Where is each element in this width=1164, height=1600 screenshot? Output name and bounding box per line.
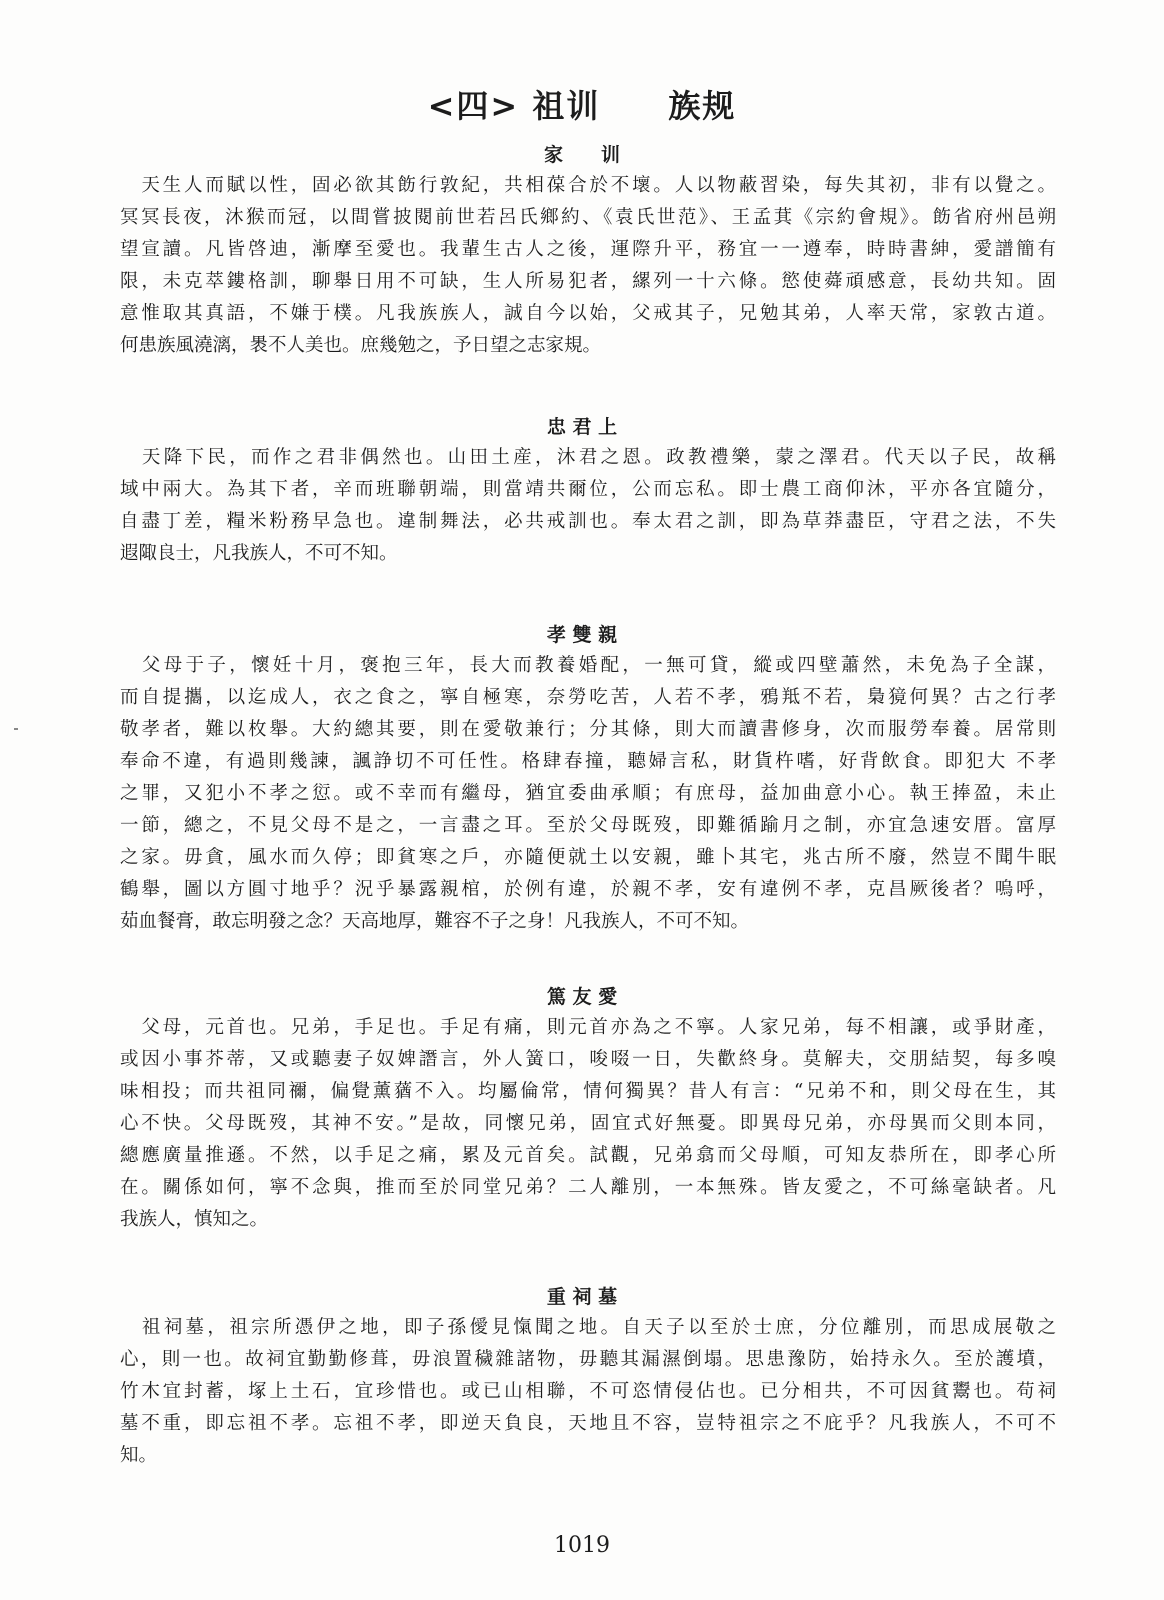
- text-line: 我族人，慎知之。: [120, 1209, 269, 1230]
- page-title: <四> 祖训 族规: [427, 87, 737, 125]
- text-line: 心，則一也。故祠宜勤勤修葺，毋浪置穢雜諸物，毋聽其漏濕倒塌。思患豫防，始持永久。至於護墳，: [120, 1349, 1056, 1370]
- text-line: 天降下民，而作之君非偶然也。山田土産，沐君之恩。政教禮樂，蒙之澤君。代天以子民，故稱: [120, 447, 1056, 468]
- section-heading-ancestral-shrines: 重 祠 墓: [546, 1286, 618, 1308]
- text-line: 限，未克萃鏤格訓，聊舉日用不可缺，生人所易犯者，縲列一十六條。慾使蕣頑感意，長幼共知。固: [120, 271, 1056, 292]
- text-line: 父母于子，懷妊十月，褒抱三年，長大而教養婚配，一無可貸，縱或四壁蕭然，未免為子全謀，: [120, 655, 1056, 676]
- section-body-brotherly-love: [120, 1012, 1056, 1236]
- text-line: 冥冥長夜，沐猴而冠，以間嘗披閱前世若呂氏鄉約、《袁氏世范》、王孟萁《宗約會規》。飭省府州邑朔: [120, 207, 1056, 228]
- text-line: 自盡丁差，糧米粉務早急也。違制舞法，必共戒訓也。奉太君之訓，即為草莽盡臣，守君之法，不失: [120, 511, 1056, 532]
- text-line: 奉命不違，有過則幾諫，諷諍切不可任性。格肆春撞，聽婦言私，財貨杵嗜，好背飲食。即犯大 不孝: [120, 751, 1056, 772]
- text-line: 意惟取其真語，不嫌于樸。凡我族族人，誠自今以始，父戒其子，兄勉其弟，人率天常，家敦古道。: [120, 303, 1056, 324]
- text-line: 父母，元首也。兄弟，手足也。手足有痛，則元首亦為之不寧。人家兄弟，每不相讓，或爭財產，: [120, 1017, 1056, 1038]
- text-line: 敬孝者，難以枚舉。大約總其要，則在愛敬兼行；分其條，則大而讀書修身，次而服勞奉養。居常則: [120, 719, 1056, 740]
- text-line: 竹木宜封蓄，塚上土石，宜珍惜也。或已山相聯，不可恣情侵佔也。已分相共，不可因貧鬻也。苟祠: [120, 1381, 1056, 1402]
- text-line: 心不快。父母既歿，其神不安。”是故，同懷兄弟，固宜式好無憂。即異母兄弟，亦母異而父則本同，: [120, 1113, 1056, 1134]
- text-line: 總應廣量推遜。不然，以手足之痛，累及元首矣。試觀，兄弟翕而父母順，可知友恭所在，即孝心所: [120, 1145, 1056, 1166]
- text-line: 望宣讀。凡皆啓迪，漸摩至愛也。我輩生古人之後，運際升平，務宜一一遵奉，時時書紳，愛譜簡有: [120, 239, 1056, 260]
- text-line: 之家。毋貪，風水而久停；即貧寒之戶，亦隨便就土以安親，雖卜其宅，兆古所不廢，然豈不聞牛眠: [120, 847, 1056, 868]
- text-line: 而自提攜，以迄成人，衣之食之，寧自極寒，奈勞吃苦，人若不孝，鴉羝不若，梟獍何異？古之行孝: [120, 687, 1056, 708]
- text-line: 之罪，又犯小不孝之愆。或不幸而有繼母，猶宜委曲承順；有庶母，益加曲意小心。執王捧盈，未止: [120, 783, 1056, 804]
- text-line: 味相投；而共祖同禰，偏覺薰蕕不入。均屬倫常，情何獨異？昔人有言：“兄弟不和，則父母在生，其: [120, 1081, 1056, 1102]
- text-line: 鶴舉，圖以方圓寸地乎？況乎暴露親棺，於例有違，於親不孝，安有違例不孝，克昌厥後者？嗚呼，: [120, 879, 1056, 900]
- section-body-ancestral-shrines: [120, 1312, 1056, 1472]
- text-line: 何患族風澆漓，褁不人美也。庶幾勉之，予日望之志家規。: [120, 335, 602, 356]
- section-heading-brotherly-love: 篤 友 愛: [546, 986, 618, 1008]
- text-line: 天生人而賦以性，固必欲其飭行敦紀，共相葆合於不壞。人以物蔽習染，每失其初，非有以覺之。: [120, 175, 1056, 196]
- section-body-filial-piety: [120, 650, 1056, 938]
- section-body-loyalty: [120, 442, 1056, 570]
- text-line: 一節，總之，不見父母不是之，一言盡之耳。至於父母既歿，即難循踰月之制，亦宜急速安厝。富厚: [120, 815, 1056, 836]
- scan-mark: [14, 728, 18, 730]
- page-number: 1019: [554, 1533, 610, 1558]
- section-heading-family-precepts: 家 训: [543, 144, 620, 166]
- text-line: 域中兩大。為其下者，辛而班聯朝端，則當靖共爾位，公而忘私。即士農工商仰沐，平亦各宜隨分，: [120, 479, 1056, 500]
- text-line: 遐陬良士，凡我族人，不可不知。: [120, 543, 398, 564]
- text-line: 茹血餐膏，敢忘明發之念？天高地厚，難容不子之身！凡我族人，不可不知。: [120, 911, 750, 932]
- text-line: 或因小事芥蒂，又或聽妻子奴婢譖言，外人簧口，唆啜一日，失歡終身。莫解夫，交朋結契，每多嗅: [120, 1049, 1056, 1070]
- section-body-family-precepts: [120, 170, 1056, 362]
- text-line: 祖祠墓，祖宗所憑伊之地，即子孫僾見愾聞之地。自天子以至於士庶，分位離別，而思成展敬之: [120, 1317, 1056, 1338]
- text-line: 在。關係如何，寧不念與，推而至於同堂兄弟？二人離別，一本無殊。皆友愛之，不可絲毫缺者。凡: [120, 1177, 1056, 1198]
- section-heading-loyalty: 忠 君 上: [546, 416, 618, 438]
- text-line: 墓不重，即忘祖不孝。忘祖不孝，即逆天負良，天地且不容，豈特祖宗之不庇乎？凡我族人，不可不: [120, 1413, 1056, 1434]
- text-line: 知。: [120, 1445, 158, 1466]
- section-heading-filial-piety: 孝 雙 親: [546, 624, 618, 646]
